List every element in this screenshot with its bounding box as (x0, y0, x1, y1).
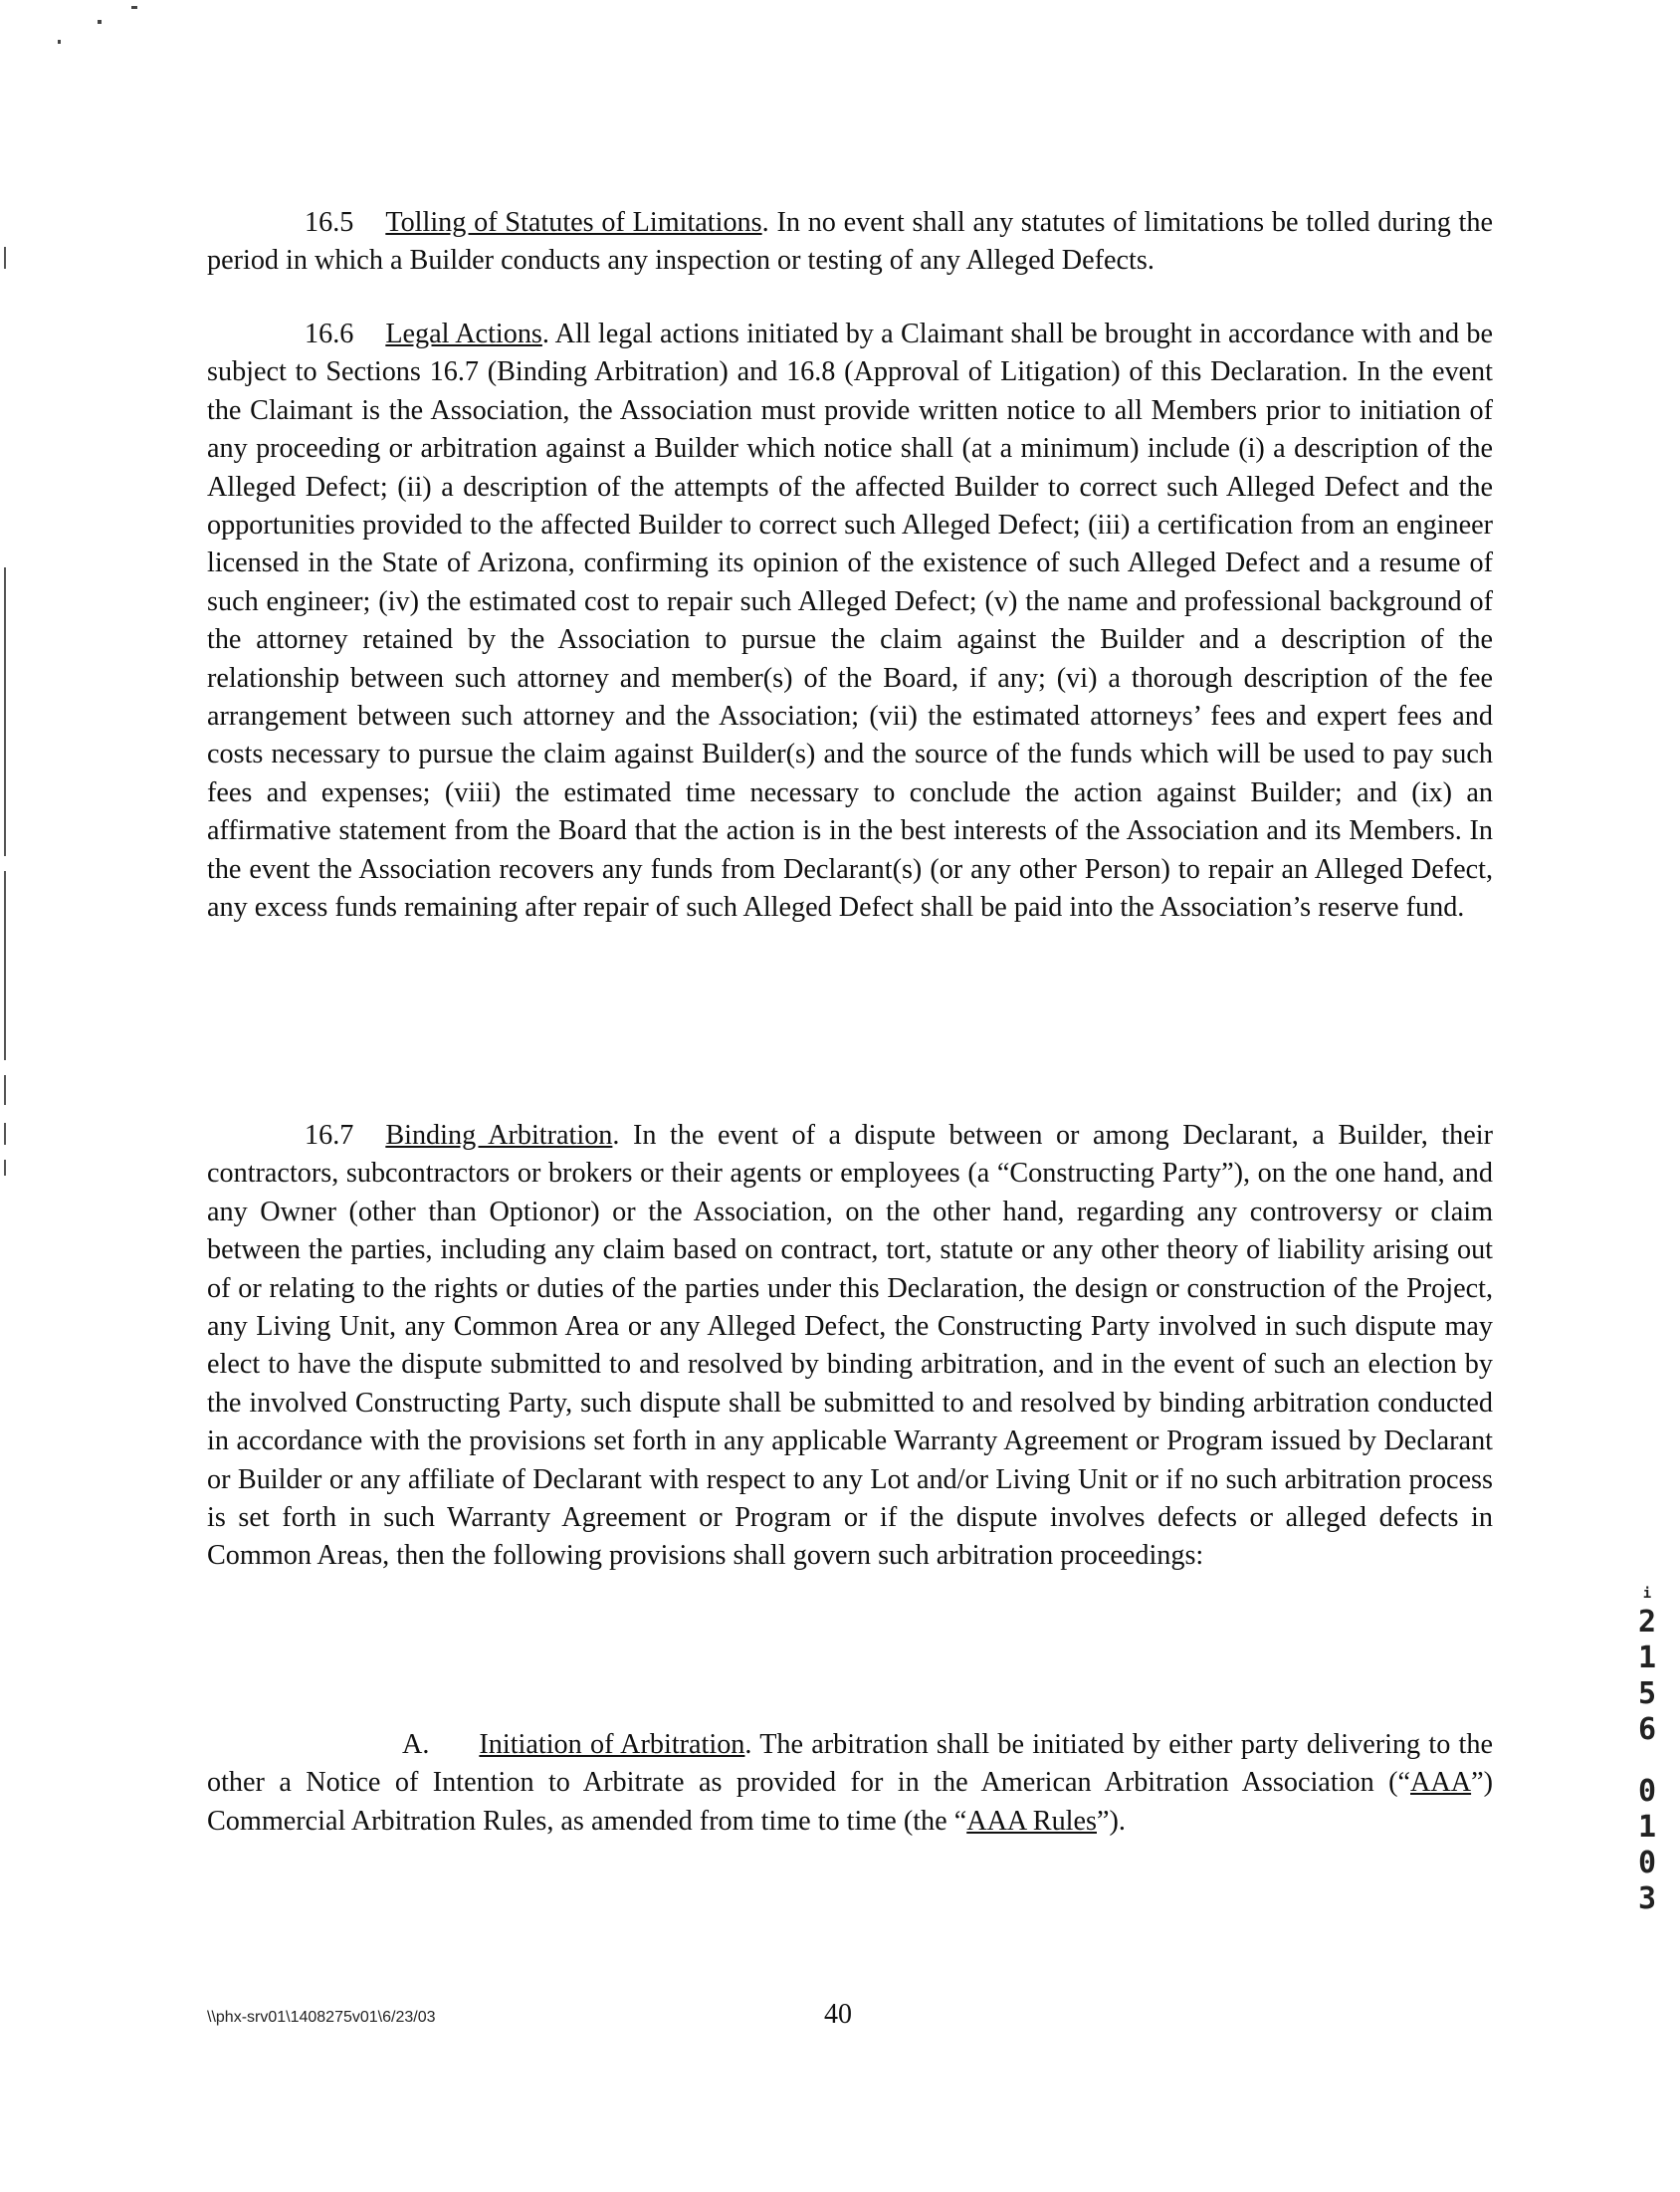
subsection-heading: Initiation of Arbitration (479, 1729, 745, 1760)
scan-margin-line (4, 871, 6, 1060)
side-stamp (1632, 1583, 1662, 1917)
section-16-5 (207, 204, 1493, 281)
section-16-6 (207, 316, 1493, 928)
section-heading: Binding Arbitration (385, 1120, 613, 1151)
stamp-mark: i (1642, 1586, 1652, 1602)
subsection-text-3: ”). (1097, 1805, 1126, 1837)
defined-term-aaa: AAA (1410, 1767, 1472, 1799)
subsection-text-1: . The arbitration shall be initiated by either party delivering to the other a Notice of Intention to Arbitrate as provided for in the American Arbitration Association (“ (207, 1729, 1493, 1799)
section-heading: Tolling of Statutes of Limitations (385, 207, 762, 238)
stamp-digit: 6 (1637, 1712, 1657, 1747)
section-text: . In no event shall any statutes of limitations be tolled during the period in which a Builder conducts any inspection or testing of any Alleged Defects. (207, 207, 1493, 277)
defined-term-aaa-rules: AAA Rules (966, 1805, 1097, 1837)
subsection-a (207, 1726, 1493, 1841)
stamp-digit: 0 (1637, 1774, 1657, 1809)
subsection-text-2: ”) Commercial Arbitration Rules, as amended from time to time (the “ (207, 1767, 1493, 1837)
section-heading: Legal Actions (385, 319, 542, 349)
page-number: 40 (824, 1999, 852, 2030)
scan-margin-line (4, 567, 6, 856)
scan-speck (58, 40, 61, 44)
section-number: 16.5 (305, 207, 354, 238)
stamp-digit: 1 (1637, 1641, 1657, 1675)
stamp-digit: 0 (1637, 1846, 1657, 1880)
footer-document-path: \\phx-srv01\1408275v01\6/23/03 (207, 2009, 436, 2026)
scan-margin-line (4, 247, 6, 269)
section-number: 16.6 (305, 319, 354, 349)
scan-margin-line (4, 1075, 6, 1105)
scan-speck (131, 6, 137, 9)
stamp-digit: 3 (1637, 1881, 1657, 1916)
section-number: 16.7 (305, 1120, 354, 1151)
stamp-digit: 1 (1637, 1810, 1657, 1845)
section-text: . In the event of a dispute between or among Declarant, a Builder, their contractors, subcontractors or brokers or their agents or employees (a “Constructing Party”), on the one hand, and any Owner (other than Optionor) or the Association, on the other hand, regarding any controversy or claim between the parties, including any claim based on contract, tort, statute or any other theory of liability arising out of or relating to the rights or duties of the parties under this Declaration, the design or construction of the Project, any Living Unit, any Common Area or any Alleged Defect, the Constructing Party involved in such dispute may elect to have the dispute submitted to and resolved by binding arbitration, and in the event of such an election by the involved Constructing Party, such dispute shall be submitted to and resolved by binding arbitration conducted in accordance with the provisions set forth in any applicable Warranty Agreement or Program issued by Declarant or Builder or any affiliate of Declarant with respect to any Lot and/or Living Unit or if no such arbitration process is set forth in such Warranty Agreement or Program or if the dispute involves defects or alleged defects in Common Areas, then the following provisions shall govern such arbitration proceedings: (207, 1120, 1494, 1572)
section-text: . All legal actions initiated by a Claimant shall be brought in accordance with and be subject to Sections 16.7 (Binding Arbitration) and 16.8 (Approval of Litigation) of this Declaration. In the event the Claimant is the Association, the Association must provide written notice to all Members prior to initiation of any proceeding or arbitration against a Builder which notice shall (at a minimum) include (i) a description of the Alleged Defect; (ii) a description of the attempts of the affected Builder to correct such Alleged Defect and the opportunities provided to the affected Builder to correct such Alleged Defect; (iii) a certification from an engineer licensed in the State of Arizona, confirming its opinion of the existence of such Alleged Defect and a resume of such engineer; (iv) the estimated cost to repair such Alleged Defect; (v) the name and professional background of the attorney retained by the Association to pursue the claim against the Builder and a description of the relationship between such attorney and member(s) of the Board, if any; (vi) a thorough description of the fee arrangement between such attorney and the Association; (vii) the estimated attorneys’ fees and expert fees and costs necessary to pursue the claim against Builder(s) and the source of the funds which will be used to pay such fees and expenses; (viii) the estimated time necessary to conclude the action against Builder; and (ix) an affirmative statement from the Board that the action is in the best interests of the Association and its Members. In the event the Association recovers any funds from Declarant(s) (or any other Person) to repair an Alleged Defect, any excess funds remaining after repair of such Alleged Defect shall be paid into the Association’s reserve fund. (207, 319, 1493, 924)
scan-speck (98, 20, 102, 24)
stamp-digit: 2 (1637, 1605, 1657, 1640)
section-16-7 (207, 1117, 1493, 1576)
scan-margin-line (4, 1123, 6, 1145)
subsection-letter: A. (402, 1729, 430, 1760)
scan-margin-line (4, 1160, 6, 1176)
stamp-digit: 5 (1637, 1676, 1657, 1711)
